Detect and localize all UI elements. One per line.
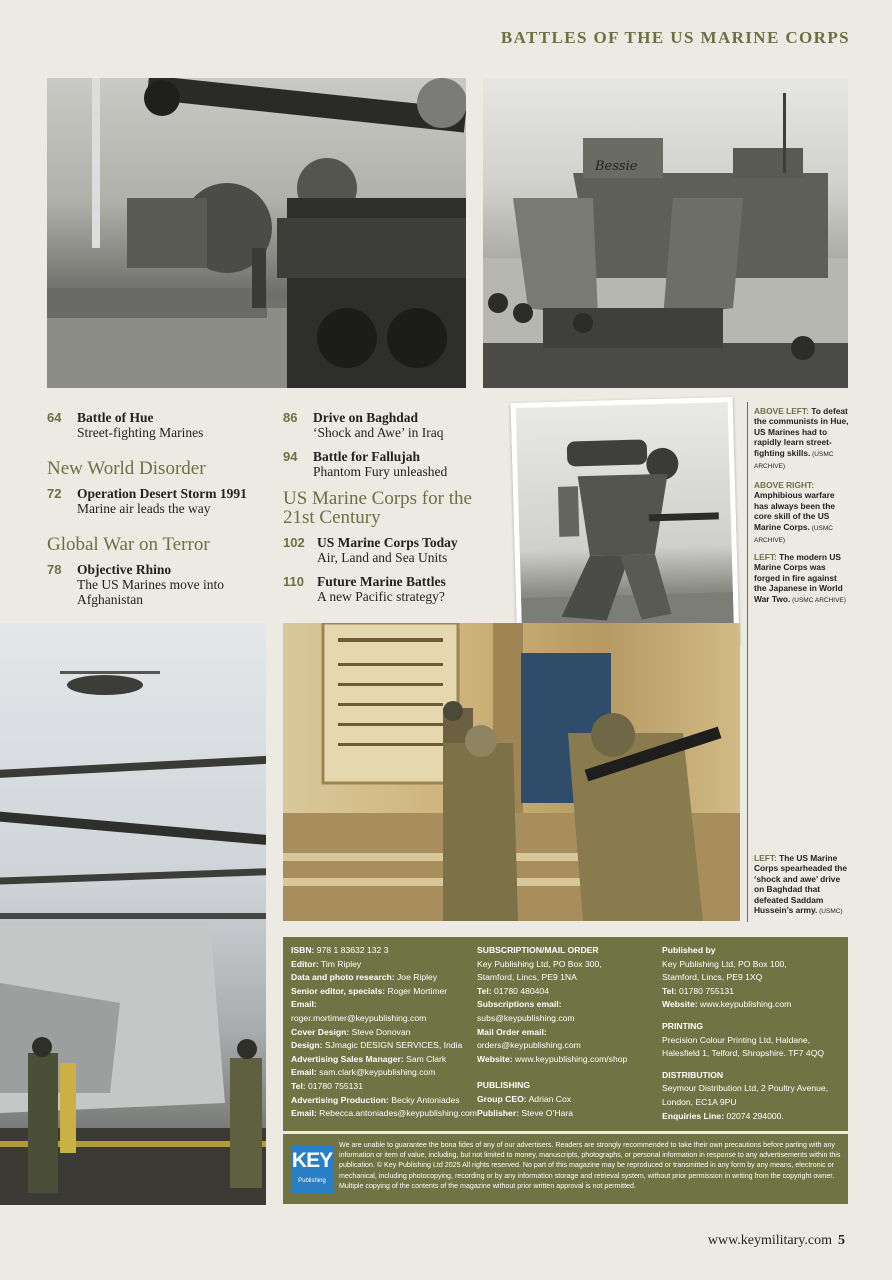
subscriptions-email-label: Subscriptions email:	[477, 999, 562, 1010]
toc-page-number: 94	[283, 449, 298, 464]
mail-order-email-link[interactable]: orders@keypublishing.com	[477, 1040, 581, 1051]
disclaimer-bar	[283, 1134, 848, 1204]
editor-email-link[interactable]: roger.mortimer@keypublishing.com	[291, 1012, 427, 1023]
photo-hue-tank	[47, 78, 466, 388]
toc-page-number: 110	[283, 574, 304, 589]
toc-subtitle: ‘Shock and Awe’ in Iraq	[313, 425, 444, 440]
toc-title: US Marine Corps Today	[317, 535, 458, 550]
caption-credit: (USMC ARCHIVE)	[790, 596, 846, 604]
printing-address-line: Halesfield 1, Telford, Shropshire. TF7 4QQ	[662, 1048, 825, 1059]
caption-above-left	[754, 406, 850, 472]
toc-entry-94[interactable]	[283, 449, 513, 479]
toc-title: Battle for Fallujah	[313, 449, 420, 464]
subscriptions-address-line: Key Publishing Ltd, PO Box 300,	[477, 958, 602, 969]
toc-page-number: 72	[47, 486, 62, 501]
publisher-website-link[interactable]: Website: www.keypublishing.com	[662, 999, 792, 1010]
masthead-column-editorial	[291, 944, 479, 1121]
page-number: 5	[838, 1233, 845, 1248]
design-line: Design: SJmagic DESIGN SERVICES, India	[291, 1040, 463, 1051]
caption-lead: LEFT:	[754, 853, 777, 863]
enquiries-line: Enquiries Line: 02074 294000.	[662, 1110, 784, 1121]
subscriptions-tel-line: Tel: 01780 480404	[477, 985, 549, 996]
disclaimer-text: We are unable to guarantee the bona fides of any of our advertisers. Readers are strongly recommended to take their own precautions before parting with any information or item of value, including, but not limited to money, manuscripts, photographs, or personal information in response to any advertisements within this publication. © Key Publishing Ltd 2025 All rights reserved. No part of this magazine may be reproduced or transmitted in any form by any means, electronic or mechanical, including photocopying, recording or by any information storage and retrieval system, without prior permission in writing from the copyright owner. Multiple copying of the contents of the magazine without prior written approval is not permitted.	[339, 1141, 841, 1190]
toc-subtitle: Marine air leads the way	[77, 501, 211, 516]
group-ceo-line: Group CEO: Adrian Cox	[477, 1093, 572, 1104]
toc-entry-86[interactable]	[283, 410, 513, 440]
ad-sales-tel-line: Tel: 01780 755131	[291, 1080, 363, 1091]
masthead-column-subscriptions	[477, 944, 661, 1120]
toc-page-number: 64	[47, 410, 62, 425]
mail-order-email-label: Mail Order email:	[477, 1026, 547, 1037]
printing-address-line: Precision Colour Printing Ltd, Haldane,	[662, 1034, 811, 1045]
photo-helicopters	[0, 623, 266, 1205]
key-logo-text: KEY	[291, 1149, 333, 1172]
ad-sales-line: Advertising Sales Manager: Sam Clark	[291, 1053, 447, 1064]
caption-text: The US Marine Corps spearheaded the ‘shock and awe’ drive on Baghdad that defeated Saddam Hussein’s army.	[754, 853, 848, 916]
publisher-address-line: Key Publishing Ltd, PO Box 100,	[662, 958, 787, 969]
toc-title: Future Marine Battles	[317, 574, 446, 589]
caption-lead: ABOVE LEFT:	[754, 406, 809, 416]
subscriptions-heading: SUBSCRIPTION/MAIL ORDER	[477, 945, 599, 955]
printing-heading: PRINTING	[662, 1020, 704, 1031]
photo-baghdad-street	[283, 623, 740, 921]
section-heading-21st-century: US Marine Corps for the 21st Century	[283, 488, 472, 528]
distribution-address-line: Seymour Distribution Ltd, 2 Poultry Avenue,	[662, 1083, 829, 1094]
cover-design-line: Cover Design: Steve Donovan	[291, 1026, 411, 1037]
publisher-address-line: Stamford, Lincs, PE9 1XQ	[662, 972, 763, 983]
toc-subtitle: A new Pacific strategy?	[317, 589, 445, 604]
caption-above-right	[754, 480, 850, 546]
ad-production-email-link[interactable]: Email: Rebecca.antoniades@keypublishing.com	[291, 1108, 477, 1119]
isbn-line: ISBN: 978 1 83632 132 3	[291, 945, 389, 955]
toc-subtitle: The US Marines move into Afghanistan	[77, 577, 224, 607]
toc-subtitle: Phantom Fury unleashed	[313, 464, 448, 479]
distribution-address-line: London, EC1A 9PU	[662, 1096, 737, 1107]
section-heading-global-war-on-terror: Global War on Terror	[47, 534, 210, 555]
masthead-info-box	[283, 937, 848, 1131]
email-label-line: Email:	[291, 999, 317, 1010]
caption-left-ww2	[754, 552, 850, 606]
subscriptions-email-link[interactable]: subs@keypublishing.com	[477, 1012, 575, 1023]
toc-title: Drive on Baghdad	[313, 410, 419, 425]
caption-lead: ABOVE RIGHT:	[754, 480, 815, 490]
caption-credit: (USMC)	[817, 908, 843, 916]
photo-landing-craft	[483, 78, 848, 388]
toc-title: Objective Rhino	[77, 562, 172, 577]
toc-title: Battle of Hue	[77, 410, 154, 425]
caption-left-baghdad	[754, 853, 850, 917]
publisher-line: Publisher: Steve O’Hara	[477, 1107, 574, 1118]
key-publishing-logo	[291, 1145, 333, 1193]
research-line: Data and photo research: Joe Ripley	[291, 972, 438, 983]
toc-title: Operation Desert Storm 1991	[77, 486, 247, 501]
toc-page-number: 78	[47, 562, 62, 577]
ad-sales-email-link[interactable]: Email: sam.clark@keypublishing.com	[291, 1067, 436, 1078]
distribution-heading: DISTRIBUTION	[662, 1069, 724, 1080]
caption-divider	[747, 402, 748, 922]
shop-website-link[interactable]: Website: www.keypublishing.com/shop	[477, 1053, 628, 1064]
toc-entry-64[interactable]	[47, 410, 277, 440]
caption-text: Amphibious warfare has always been the core skill of the US Marine Corps.	[754, 490, 835, 532]
toc-left-column	[47, 410, 277, 607]
masthead-column-publisher	[662, 944, 846, 1123]
caption-lead: LEFT:	[754, 552, 777, 562]
caption-credit: (USMC ARCHIVE)	[754, 450, 834, 471]
photo-ww2-marine	[511, 397, 740, 651]
toc-entry-78[interactable]	[47, 562, 277, 607]
caption-text: To defeat the communists in Hue, US Marines had to rapidly learn street-fighting skills.	[754, 406, 849, 458]
running-head: BATTLES OF THE US MARINE CORPS	[500, 28, 850, 47]
caption-credit: (USMC ARCHIVE)	[754, 524, 833, 545]
subscriptions-address-line: Stamford, Lincs, PE9 1NA	[477, 972, 577, 983]
caption-text: The modern US Marine Corps was forged in fire against the Japanese in World War Two.	[754, 552, 843, 604]
senior-editor-line: Senior editor, specials: Roger Mortimer	[291, 985, 448, 996]
toc-entry-102[interactable]	[283, 535, 513, 565]
toc-subtitle: Street-fighting Marines	[77, 425, 204, 440]
key-logo-subtext: Publishing	[298, 1178, 326, 1184]
toc-page-number: 86	[283, 410, 298, 425]
published-by-heading: Published by	[662, 945, 716, 955]
toc-page-number: 102	[283, 535, 305, 550]
boat-name-sign: Bessie	[595, 159, 638, 174]
publishing-heading: PUBLISHING	[477, 1080, 530, 1091]
toc-subtitle: Air, Land and Sea Units	[317, 550, 448, 565]
toc-middle-column	[283, 410, 513, 604]
ad-production-line: Advertising Production: Becky Antoniades	[291, 1094, 460, 1105]
footer-website-link[interactable]: www.keymilitary.com	[707, 1233, 832, 1248]
publisher-tel-line: Tel: 01780 755131	[662, 985, 734, 996]
toc-entry-72[interactable]	[47, 486, 277, 516]
toc-entry-110[interactable]	[283, 574, 513, 604]
section-heading-new-world-disorder: New World Disorder	[47, 458, 206, 479]
editor-line: Editor: Tim Ripley	[291, 958, 362, 969]
